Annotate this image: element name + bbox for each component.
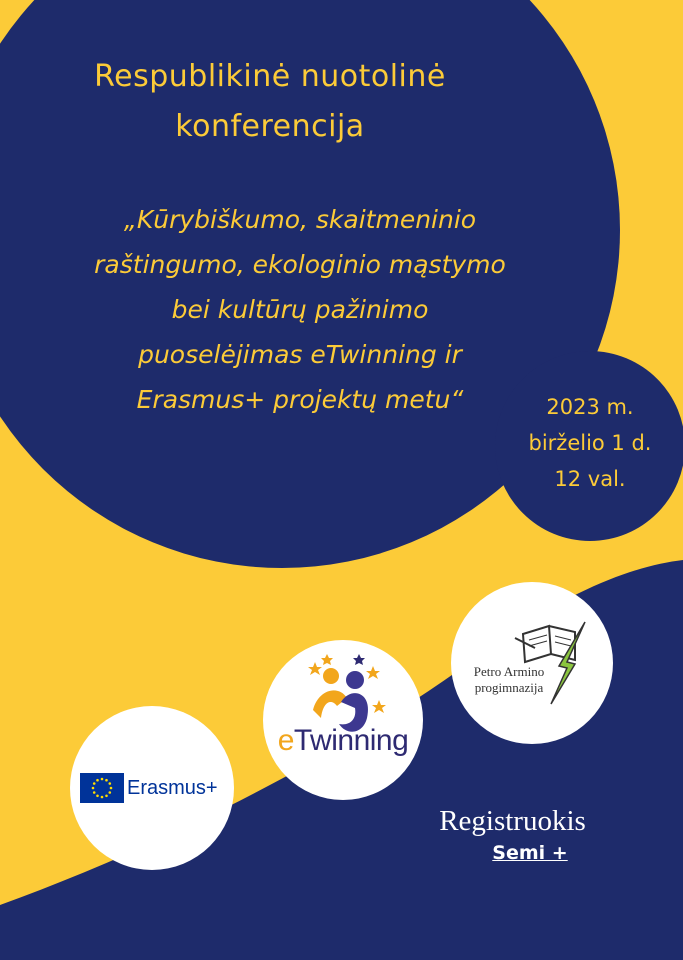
eu-flag-icon [80,773,124,803]
conference-title [20,52,520,152]
subtitle-line-1: „Kūrybiškumo, skaitmeninio [123,205,477,234]
subtitle-line-4: puoselėjimas eTwinning ir [138,340,462,369]
event-date [500,389,680,497]
date-time: 12 val. [554,467,626,491]
erasmus-logo [70,706,234,870]
registration-label: Registruokis [439,805,586,837]
petro-line-2: progimnazija [474,680,544,695]
petro-armino-name [459,664,559,696]
eu-stars-icon [80,773,124,803]
book-lightning-icon [451,582,613,744]
etwinning-logo [263,640,423,800]
date-day: birželio 1 d. [528,431,652,455]
petro-line-1: Petro Armino [473,664,545,679]
date-year: 2023 m. [546,395,634,419]
petro-armino-logo [451,582,613,744]
subtitle-line-3: bei kultūrų pažinimo [171,295,429,324]
erasmus-wordmark: Erasmus+ [127,777,218,799]
semi-plus-link[interactable]: Semi + [492,842,568,864]
etwinning-e: e [277,724,294,757]
title-line-2: konferencija [175,109,365,144]
etwinning-rest: Twinning [293,724,409,757]
etwinning-wordmark [263,724,423,758]
title-line-1: Respublikinė nuotolinė [94,59,446,94]
conference-subtitle [30,197,570,422]
subtitle-line-2: raštingumo, ekologinio mąstymo [94,250,506,279]
subtitle-line-5: Erasmus+ projektų metu“ [136,385,464,414]
etwinning-figures-icon [263,640,423,800]
